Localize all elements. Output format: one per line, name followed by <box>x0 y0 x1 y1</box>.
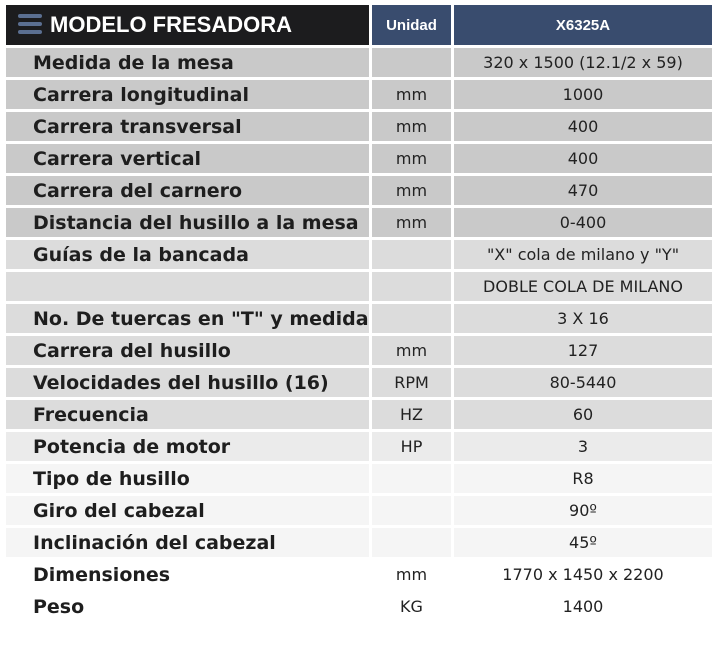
spec-unit <box>372 464 454 493</box>
spec-row <box>6 176 712 205</box>
spec-value: 1400 <box>454 592 712 621</box>
spec-value: "X" cola de milano y "Y" <box>454 240 712 269</box>
spec-unit: mm <box>372 336 454 365</box>
spec-unit <box>372 48 454 77</box>
spec-table <box>6 2 712 624</box>
spec-value: 60 <box>454 400 712 429</box>
spec-unit: KG <box>372 592 454 621</box>
spec-label: Carrera del carnero <box>6 176 372 205</box>
spec-unit: RPM <box>372 368 454 397</box>
header-unit-label: Unidad <box>372 5 454 45</box>
spec-label: Velocidades del husillo (16) <box>6 368 372 397</box>
spec-unit: mm <box>372 176 454 205</box>
spec-unit: HZ <box>372 400 454 429</box>
spec-label: Medida de la mesa <box>6 48 372 77</box>
spec-label: Dimensiones <box>6 560 372 589</box>
spec-row <box>6 304 712 333</box>
spec-label: Frecuencia <box>6 400 372 429</box>
spec-label: Tipo de husillo <box>6 464 372 493</box>
spec-row <box>6 144 712 173</box>
spec-label: Peso <box>6 592 372 621</box>
spec-value: 400 <box>454 144 712 173</box>
spec-label: Carrera vertical <box>6 144 372 173</box>
spec-row <box>6 80 712 109</box>
spec-value: 3 <box>454 432 712 461</box>
spec-value: 3 X 16 <box>454 304 712 333</box>
spec-row <box>6 336 712 365</box>
spec-label <box>6 272 372 301</box>
spec-value: 80-5440 <box>454 368 712 397</box>
spec-label: Potencia de motor <box>6 432 372 461</box>
spec-label: Carrera del husillo <box>6 336 372 365</box>
spec-row <box>6 112 712 141</box>
spec-row <box>6 464 712 493</box>
spec-label: Carrera longitudinal <box>6 80 372 109</box>
spec-value: R8 <box>454 464 712 493</box>
header-model-value: X6325A <box>454 5 712 45</box>
spec-unit: mm <box>372 144 454 173</box>
spec-unit: mm <box>372 208 454 237</box>
spec-unit: mm <box>372 80 454 109</box>
spec-row <box>6 496 712 525</box>
spec-unit <box>372 240 454 269</box>
header-model-label: MODELO FRESADORA <box>50 12 292 37</box>
spec-label: Inclinación del cabezal <box>6 528 372 557</box>
spec-value: 1770 x 1450 x 2200 <box>454 560 712 589</box>
spec-row <box>6 592 712 621</box>
spec-unit <box>372 272 454 301</box>
spec-row <box>6 368 712 397</box>
hamburger-menu-icon <box>18 14 42 34</box>
spec-row <box>6 400 712 429</box>
spec-label: Giro del cabezal <box>6 496 372 525</box>
header-row <box>6 5 712 45</box>
spec-label: No. De tuercas en "T" y medida <box>6 304 372 333</box>
spec-value: 470 <box>454 176 712 205</box>
spec-value: 90º <box>454 496 712 525</box>
spec-label: Distancia del husillo a la mesa <box>6 208 372 237</box>
spec-value: DOBLE COLA DE MILANO <box>454 272 712 301</box>
spec-unit: mm <box>372 112 454 141</box>
spec-unit <box>372 496 454 525</box>
spec-value: 127 <box>454 336 712 365</box>
spec-value: 0-400 <box>454 208 712 237</box>
spec-row <box>6 560 712 589</box>
spec-value: 45º <box>454 528 712 557</box>
spec-value: 320 x 1500 (12.1/2 x 59) <box>454 48 712 77</box>
spec-row <box>6 272 712 301</box>
spec-unit <box>372 528 454 557</box>
header-model-cell <box>6 5 372 45</box>
spec-label: Carrera transversal <box>6 112 372 141</box>
spec-unit <box>372 304 454 333</box>
spec-row <box>6 240 712 269</box>
spec-row <box>6 208 712 237</box>
spec-unit: mm <box>372 560 454 589</box>
spec-row <box>6 528 712 557</box>
spec-value: 400 <box>454 112 712 141</box>
spec-label: Guías de la bancada <box>6 240 372 269</box>
spec-value: 1000 <box>454 80 712 109</box>
spec-row <box>6 48 712 77</box>
spec-row <box>6 432 712 461</box>
spec-unit: HP <box>372 432 454 461</box>
